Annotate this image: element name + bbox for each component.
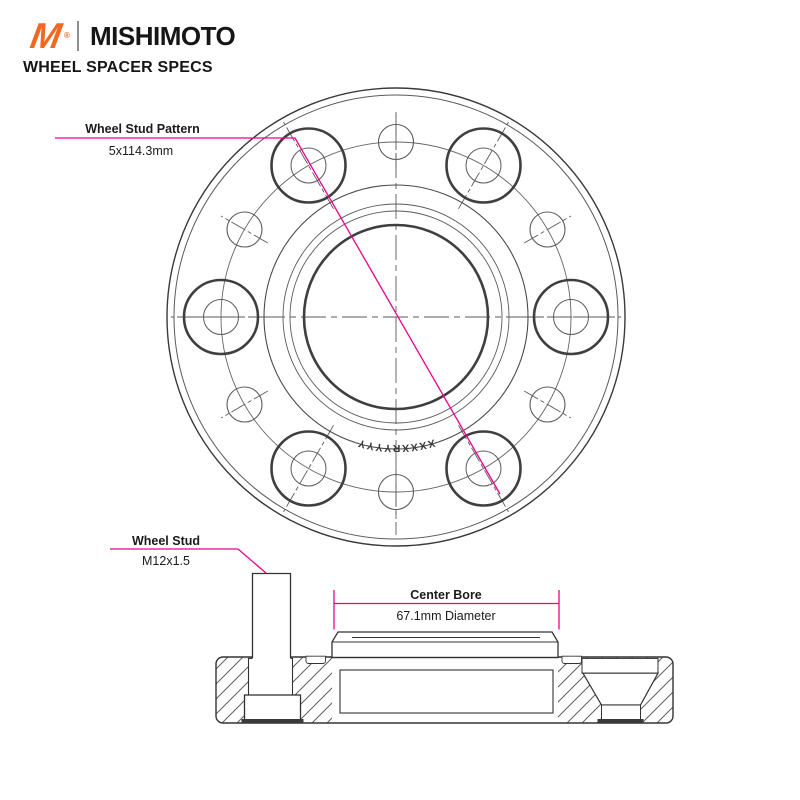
wheel-stud-section: [242, 574, 304, 724]
logo-letter: M: [27, 15, 65, 56]
side-view: [110, 549, 673, 723]
wheel-stud-pattern-value: 5x114.3mm: [108, 144, 174, 158]
center-bore-value: 67.1mm Diameter: [396, 609, 496, 623]
wheel-stud-pattern-label: Wheel Stud Pattern: [85, 122, 200, 136]
center-bore-void: [340, 670, 553, 713]
relief-groove-left: [306, 656, 326, 663]
wheel-stud-value: M12x1.5: [142, 554, 190, 568]
page-title: WHEEL SPACER SPECS: [23, 59, 213, 76]
registered-mark: ®: [64, 31, 70, 40]
relief-groove-right: [562, 656, 582, 663]
center-crosshair: [178, 112, 612, 535]
brand-wordmark: MISHIMOTO: [90, 20, 236, 51]
wheel-stud-label: Wheel Stud: [131, 534, 201, 548]
center-bore-label: Center Bore: [410, 588, 482, 602]
hub-boss-section: [332, 632, 558, 658]
stud-head-face: [242, 719, 304, 723]
etching-text-curved: XXXXRYYYY: [355, 436, 437, 455]
